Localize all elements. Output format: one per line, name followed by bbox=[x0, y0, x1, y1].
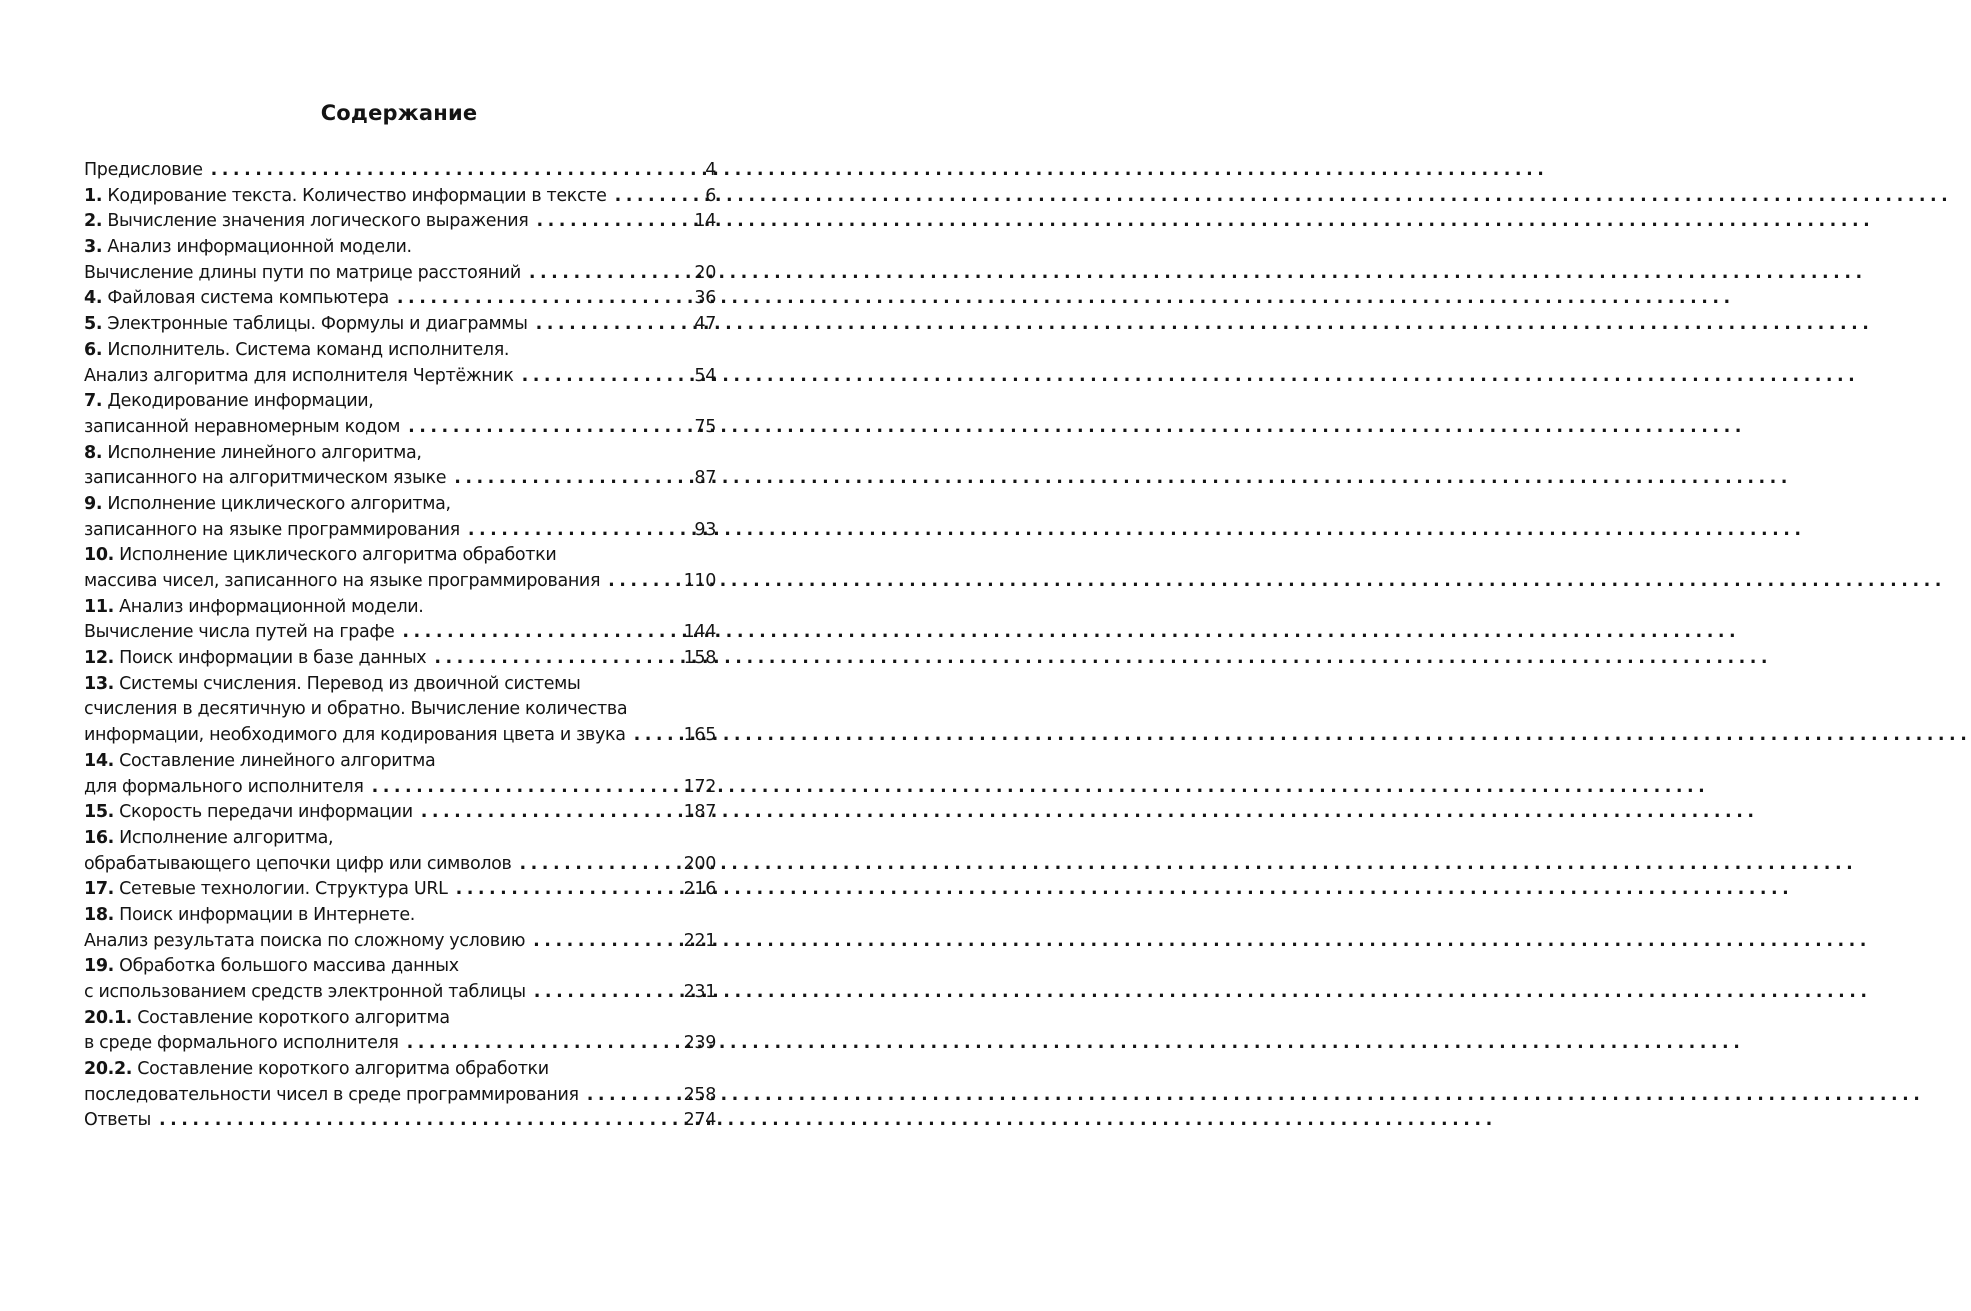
toc-line bbox=[84, 209, 716, 235]
toc-entry-title: последовательности чисел в среде программирования bbox=[84, 1084, 579, 1105]
toc-line bbox=[84, 1057, 716, 1083]
toc-entry-title: Составление короткого алгоритма bbox=[132, 1007, 450, 1028]
toc-page-number: 187 bbox=[683, 802, 716, 823]
toc-entry-text bbox=[84, 364, 514, 390]
toc-line bbox=[84, 903, 716, 929]
dot-leader bbox=[537, 209, 685, 235]
toc-entry-title: Составление линейного алгоритма bbox=[113, 750, 436, 771]
toc-entry-title: Исполнение линейного алгоритма, bbox=[102, 442, 422, 463]
toc-entry-text bbox=[84, 312, 528, 338]
toc-entry-title: Исполнение алгоритма, bbox=[113, 827, 334, 848]
toc-line bbox=[84, 749, 716, 775]
toc-entry-title: Системы счисления. Перевод из двоичной системы bbox=[113, 673, 581, 694]
table-of-contents bbox=[84, 158, 716, 1134]
toc-entry-title: Файловая система компьютера bbox=[102, 288, 389, 309]
toc-line bbox=[84, 364, 716, 390]
toc-entry-text bbox=[84, 492, 451, 518]
toc-line bbox=[84, 929, 716, 955]
dot-leader bbox=[634, 723, 674, 749]
toc-line bbox=[84, 415, 716, 441]
toc-entry-text bbox=[84, 595, 424, 621]
toc-line bbox=[84, 775, 716, 801]
toc-entry-text bbox=[84, 235, 412, 261]
toc-entry-number: 9. bbox=[84, 493, 103, 514]
toc-entry-text bbox=[84, 261, 521, 287]
dot-leader bbox=[407, 1031, 674, 1057]
toc-entry-text bbox=[84, 775, 364, 801]
toc-line bbox=[84, 158, 716, 184]
toc-entry-title: Предисловие bbox=[84, 160, 203, 180]
dot-leader bbox=[615, 184, 696, 210]
toc-entry-text bbox=[84, 466, 446, 492]
toc-entry-number: 3. bbox=[84, 237, 103, 258]
toc-entry-text bbox=[84, 749, 435, 775]
toc-entry-number: 10. bbox=[84, 545, 114, 566]
toc-entry-title: Анализ результата поиска по сложному условию bbox=[84, 930, 526, 951]
toc-entry-number: 18. bbox=[84, 904, 114, 925]
toc-entry-number: 12. bbox=[84, 648, 114, 669]
toc-entry-text bbox=[84, 518, 460, 544]
dot-leader bbox=[608, 569, 674, 595]
dot-leader bbox=[522, 364, 685, 390]
toc-entry-text bbox=[84, 877, 448, 903]
dot-leader bbox=[534, 980, 674, 1006]
toc-entry-title: Анализ информационной модели. bbox=[113, 596, 424, 617]
toc-page-number: 144 bbox=[683, 622, 716, 643]
toc-line bbox=[84, 492, 716, 518]
toc-line bbox=[84, 826, 716, 852]
toc-entry-number: 1. bbox=[84, 185, 103, 206]
toc-page-number: 4 bbox=[705, 160, 716, 180]
dot-leader bbox=[468, 518, 685, 544]
toc-line bbox=[84, 1108, 716, 1134]
toc-entry-text bbox=[84, 415, 400, 441]
toc-entry-number: 5. bbox=[84, 314, 103, 335]
toc-entry-number: 20.1. bbox=[84, 1007, 133, 1028]
toc-page-number: 221 bbox=[683, 930, 716, 951]
toc-entry-number: 4. bbox=[84, 288, 103, 309]
toc-entry-title: Исполнение циклического алгоритма обработки bbox=[113, 545, 557, 566]
toc-entry-text bbox=[84, 672, 580, 698]
toc-page-number: 110 bbox=[683, 571, 716, 591]
toc-page-number: 20 bbox=[694, 262, 716, 283]
toc-line bbox=[84, 980, 716, 1006]
toc-entry-title: Обработка большого массива данных bbox=[113, 956, 459, 977]
toc-entry-number: 17. bbox=[84, 879, 114, 900]
toc-entry-text bbox=[84, 697, 627, 723]
dot-leader bbox=[454, 466, 684, 492]
toc-entry-number: 16. bbox=[84, 827, 114, 848]
dot-leader bbox=[587, 1083, 674, 1109]
toc-entry-title: Составление короткого алгоритма обработки bbox=[132, 1059, 549, 1080]
toc-entry-title: Поиск информации в базе данных bbox=[113, 648, 427, 669]
toc-entry-title: Поиск информации в Интернете. bbox=[113, 904, 415, 925]
toc-entry-text bbox=[84, 903, 415, 929]
toc-entry-number: 14. bbox=[84, 750, 114, 771]
toc-entry-text bbox=[84, 1006, 450, 1032]
toc-line bbox=[84, 877, 716, 903]
toc-entry-number: 7. bbox=[84, 391, 103, 412]
toc-entry-number: 15. bbox=[84, 802, 114, 823]
toc-entry-text bbox=[84, 389, 374, 415]
toc-page-number: 200 bbox=[683, 853, 716, 874]
toc-entry-text bbox=[84, 158, 203, 184]
toc-line bbox=[84, 184, 716, 210]
dot-leader bbox=[533, 929, 673, 955]
toc-entry-title: Вычисление значения логического выражения bbox=[102, 211, 529, 232]
toc-line bbox=[84, 389, 716, 415]
toc-entry-text bbox=[84, 954, 459, 980]
toc-page-number: 14 bbox=[694, 211, 716, 232]
toc-page-number: 258 bbox=[683, 1084, 716, 1105]
dot-leader bbox=[520, 852, 674, 878]
toc-line bbox=[84, 595, 716, 621]
toc-entry-number: 20.2. bbox=[84, 1059, 133, 1080]
toc-line bbox=[84, 518, 716, 544]
toc-entry-text bbox=[84, 980, 526, 1006]
dot-leader bbox=[159, 1108, 674, 1134]
toc-line bbox=[84, 338, 716, 364]
toc-entry-text bbox=[84, 646, 426, 672]
toc-entry-number: 6. bbox=[84, 339, 103, 360]
dot-leader bbox=[211, 158, 696, 184]
dot-leader bbox=[529, 261, 685, 287]
toc-line bbox=[84, 697, 716, 723]
dot-leader bbox=[536, 312, 685, 338]
toc-page-number: 274 bbox=[683, 1110, 716, 1131]
toc-entry-title: массива чисел, записанного на языке программирования bbox=[84, 571, 601, 591]
dot-leader bbox=[397, 286, 685, 312]
toc-entry-title: Исполнение циклического алгоритма, bbox=[102, 493, 451, 514]
toc-entry-title: Вычисление длины пути по матрице расстояний bbox=[84, 262, 521, 283]
toc-page-number: 6 bbox=[705, 185, 716, 206]
dot-leader bbox=[372, 775, 674, 801]
dot-leader bbox=[421, 800, 674, 826]
toc-entry-number: 11. bbox=[84, 596, 114, 617]
toc-entry-text bbox=[84, 1057, 549, 1083]
toc-entry-title: Анализ алгоритма для исполнителя Чертёжник bbox=[84, 365, 514, 386]
toc-entry-title: записанного на алгоритмическом языке bbox=[84, 468, 447, 489]
toc-entry-text bbox=[84, 569, 600, 595]
toc-entry-number: 13. bbox=[84, 673, 114, 694]
toc-entry-number: 19. bbox=[84, 956, 114, 977]
toc-page-number: 172 bbox=[683, 776, 716, 797]
toc-line bbox=[84, 646, 716, 672]
toc-line bbox=[84, 954, 716, 980]
toc-entry-text bbox=[84, 723, 626, 749]
dot-leader bbox=[402, 620, 673, 646]
toc-entry-text bbox=[84, 620, 394, 646]
toc-entry-title: информации, необходимого для кодирования цвета и звука bbox=[84, 725, 626, 746]
toc-line bbox=[84, 1083, 716, 1109]
toc-line bbox=[84, 466, 716, 492]
toc-line bbox=[84, 672, 716, 698]
toc-entry-title: Ответы bbox=[84, 1110, 151, 1131]
toc-line bbox=[84, 235, 716, 261]
toc-entry-text bbox=[84, 441, 422, 467]
toc-entry-text bbox=[84, 826, 333, 852]
toc-page-number: 87 bbox=[694, 468, 716, 489]
toc-line bbox=[84, 543, 716, 569]
toc-entry-text bbox=[84, 800, 413, 826]
toc-page-number: 75 bbox=[694, 416, 716, 437]
toc-entry-number: 2. bbox=[84, 211, 103, 232]
dot-leader bbox=[408, 415, 684, 441]
toc-page-number: 216 bbox=[683, 879, 716, 900]
toc-entry-title: в среде формального исполнителя bbox=[84, 1033, 399, 1054]
toc-page-number: 54 bbox=[694, 365, 716, 386]
toc-entry-text bbox=[84, 929, 525, 955]
toc-line bbox=[84, 441, 716, 467]
dot-leader bbox=[456, 877, 674, 903]
toc-page-number: 165 bbox=[683, 725, 716, 746]
toc-entry-title: Вычисление числа путей на графе bbox=[84, 622, 395, 643]
toc-entry-title: Сетевые технологии. Структура URL bbox=[113, 879, 448, 900]
toc-entry-title: записанного на языке программирования bbox=[84, 519, 460, 540]
toc-page-number: 36 bbox=[694, 288, 716, 309]
dot-leader bbox=[434, 646, 673, 672]
toc-page-number: 93 bbox=[694, 519, 716, 540]
toc-entry-title: Декодирование информации, bbox=[102, 391, 374, 412]
toc-entry-title: с использованием средств электронной таблицы bbox=[84, 982, 526, 1002]
toc-line bbox=[84, 852, 716, 878]
toc-entry-title: Скорость передачи информации bbox=[113, 802, 413, 823]
page-title: Содержание bbox=[320, 101, 478, 125]
toc-line bbox=[84, 1006, 716, 1032]
toc-line bbox=[84, 723, 716, 749]
toc-entry-title: для формального исполнителя bbox=[84, 776, 364, 797]
toc-entry-number: 8. bbox=[84, 442, 103, 463]
toc-entry-title: обрабатывающего цепочки цифр или символов bbox=[84, 853, 512, 874]
toc-entry-title: Анализ информационной модели. bbox=[102, 237, 412, 258]
toc-page-number: 231 bbox=[683, 982, 716, 1002]
toc-line bbox=[84, 286, 716, 312]
toc-line bbox=[84, 261, 716, 287]
toc-entry-title: Кодирование текста. Количество информации в тексте bbox=[102, 185, 607, 206]
toc-line bbox=[84, 620, 716, 646]
toc-line bbox=[84, 569, 716, 595]
toc-line bbox=[84, 312, 716, 338]
toc-entry-text bbox=[84, 1108, 151, 1134]
toc-entry-text bbox=[84, 286, 389, 312]
toc-entry-text bbox=[84, 184, 607, 210]
toc-page-number: 158 bbox=[683, 648, 716, 669]
toc-entry-text bbox=[84, 543, 556, 569]
toc-entry-text bbox=[84, 1083, 579, 1109]
toc-page-number: 239 bbox=[683, 1033, 716, 1054]
toc-entry-text bbox=[84, 209, 529, 235]
toc-entry-title: Исполнитель. Система команд исполнителя. bbox=[102, 339, 510, 360]
toc-entry-title: счисления в десятичную и обратно. Вычисление количества bbox=[84, 699, 628, 720]
toc-entry-title: Электронные таблицы. Формулы и диаграммы bbox=[102, 314, 528, 335]
toc-line bbox=[84, 1031, 716, 1057]
toc-page-number: 47 bbox=[694, 314, 716, 335]
toc-entry-text bbox=[84, 1031, 399, 1057]
toc-entry-text bbox=[84, 852, 512, 878]
toc-entry-title: записанной неравномерным кодом bbox=[84, 416, 401, 437]
toc-entry-text bbox=[84, 338, 509, 364]
toc-line bbox=[84, 800, 716, 826]
